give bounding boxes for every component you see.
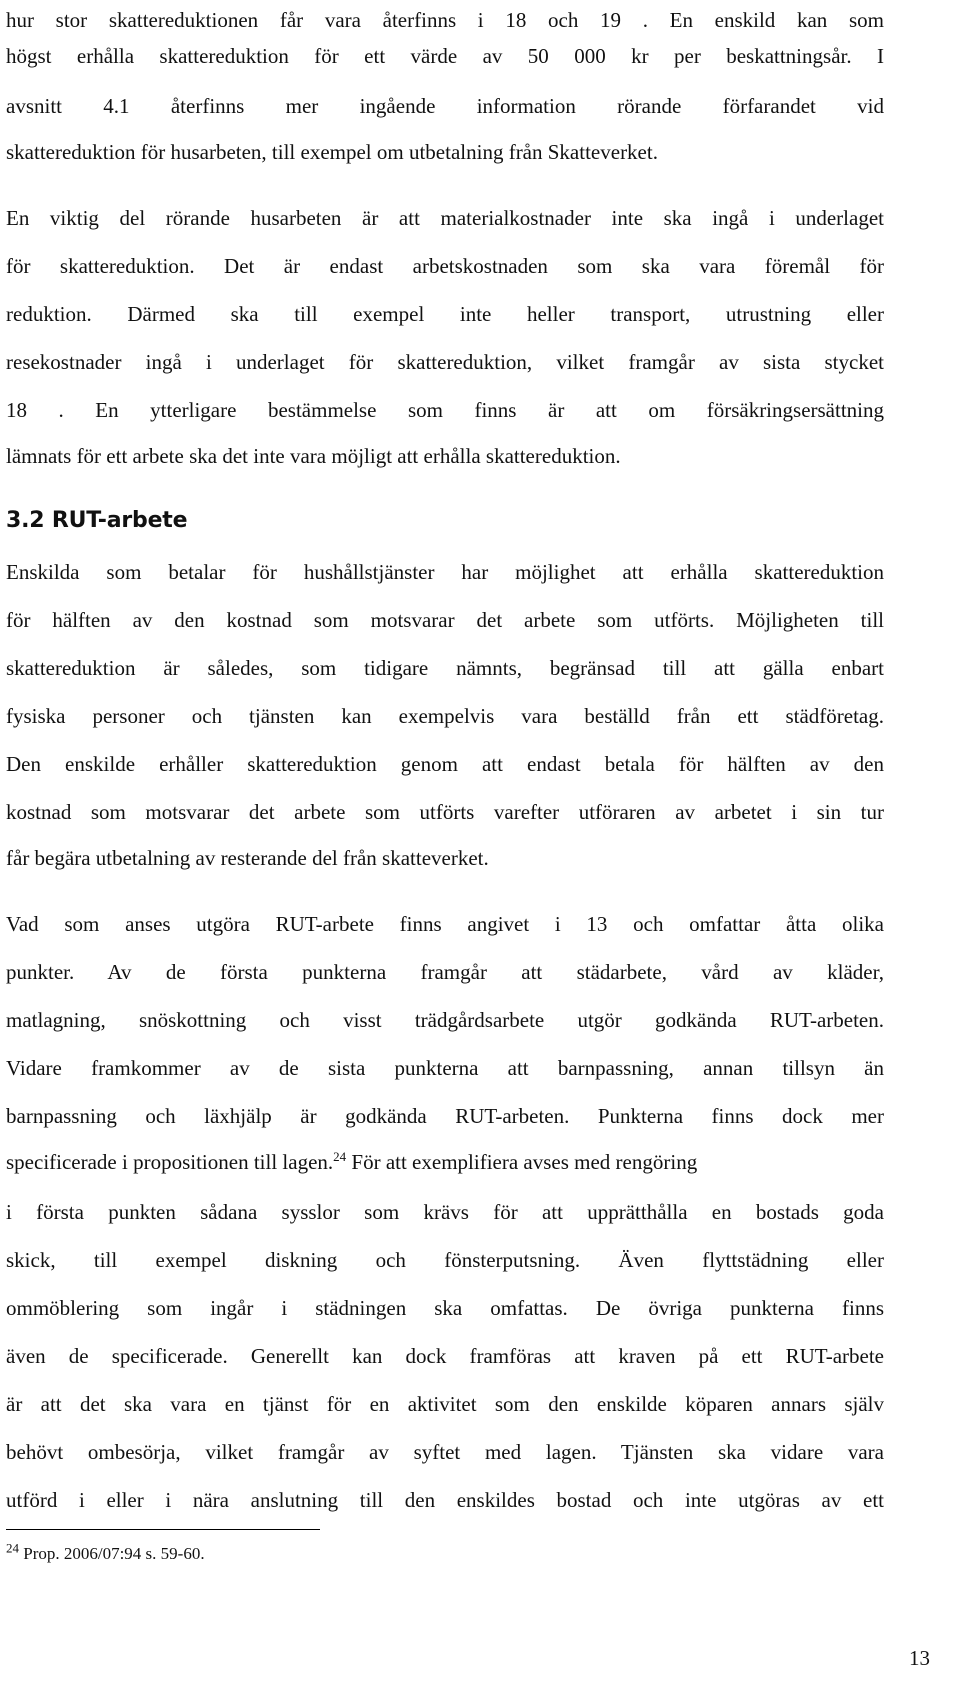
text-line: skick, till exempel diskning och fönsterputsning. Även flyttstädning eller: [6, 1248, 884, 1272]
page-number: 13: [909, 1646, 930, 1670]
text-line: Vidare framkommer av de sista punkterna att barnpassning, annan tillsyn än: [6, 1056, 884, 1080]
text-line: fysiska personer och tjänsten kan exempelvis vara beställd från ett städföretag.: [6, 704, 884, 728]
text-line: även de specificerade. Generellt kan dock framföras att kraven på ett RUT-arbete: [6, 1344, 884, 1368]
text-line: punkter. Av de första punkterna framgår att städarbete, vård av kläder,: [6, 960, 884, 984]
text-line: matlagning, snöskottning och visst trädgårdsarbete utgör godkända RUT-arbeten.: [6, 1008, 884, 1032]
text-line: [6, 1150, 884, 1174]
footnote-text: Prop. 2006/07:94 s. 59-60.: [23, 1544, 205, 1563]
section-heading: 3.2 RUT-arbete: [6, 508, 188, 533]
footnote-number: 24: [6, 1540, 19, 1556]
text-line: reduktion. Därmed ska till exempel inte heller transport, utrustning eller: [6, 302, 884, 326]
text-line: barnpassning och läxhjälp är godkända RUT-arbeten. Punkterna finns dock mer: [6, 1104, 884, 1128]
footnote-reference[interactable]: 24: [333, 1149, 347, 1164]
text-line: utförd i eller i nära anslutning till den enskildes bostad och inte utgöras av ett: [6, 1488, 884, 1512]
text-fragment: specificerade i propositionen till lagen.: [6, 1150, 334, 1174]
text-fragment: För att exemplifiera avses med rengöring: [351, 1150, 698, 1174]
text-line: lämnats för ett arbete ska det inte vara möjligt att erhålla skattereduktion.: [6, 444, 621, 468]
text-line: i första punkten sådana sysslor som krävs för att upprätthålla en bostads goda: [6, 1200, 884, 1224]
text-line: En viktig del rörande husarbeten är att materialkostnader inte ska ingå i underlaget: [6, 206, 884, 230]
footnote-separator: [6, 1529, 320, 1530]
text-line: för hälften av den kostnad som motsvarar det arbete som utförts. Möjligheten till: [6, 608, 884, 632]
text-line: avsnitt 4.1 återfinns mer ingående information rörande förfarandet vid: [6, 94, 884, 118]
footnote: [6, 1540, 205, 1565]
text-line: Vad som anses utgöra RUT-arbete finns angivet i 13 och omfattar åtta olika: [6, 912, 884, 936]
text-line: 18 . En ytterligare bestämmelse som finns är att om försäkringsersättning: [6, 398, 884, 422]
text-line: behövt ombesörja, vilket framgår av syftet med lagen. Tjänsten ska vidare vara: [6, 1440, 884, 1464]
text-line: får begära utbetalning av resterande del från skatteverket.: [6, 846, 489, 870]
text-line: kostnad som motsvarar det arbete som utförts varefter utföraren av arbetet i sin tur: [6, 800, 884, 824]
text-line: högst erhålla skattereduktion för ett värde av 50 000 kr per beskattningsår. I: [6, 44, 884, 68]
text-line: skattereduktion för husarbeten, till exempel om utbetalning från Skatteverket.: [6, 140, 658, 164]
text-line: resekostnader ingå i underlaget för skattereduktion, vilket framgår av sista stycket: [6, 350, 884, 374]
text-line: skattereduktion är således, som tidigare nämnts, begränsad till att gälla enbart: [6, 656, 884, 680]
text-line: Den enskilde erhåller skattereduktion genom att endast betala för hälften av den: [6, 752, 884, 776]
text-line: är att det ska vara en tjänst för en aktivitet som den enskilde köparen annars själv: [6, 1392, 884, 1416]
text-line: hur stor skattereduktionen får vara återfinns i 18 och 19 . En enskild kan som: [6, 8, 884, 32]
text-line: ommöblering som ingår i städningen ska omfattas. De övriga punkterna finns: [6, 1296, 884, 1320]
text-line: för skattereduktion. Det är endast arbetskostnaden som ska vara föremål för: [6, 254, 884, 278]
text-line: Enskilda som betalar för hushållstjänster har möjlighet att erhålla skattereduktion: [6, 560, 884, 584]
